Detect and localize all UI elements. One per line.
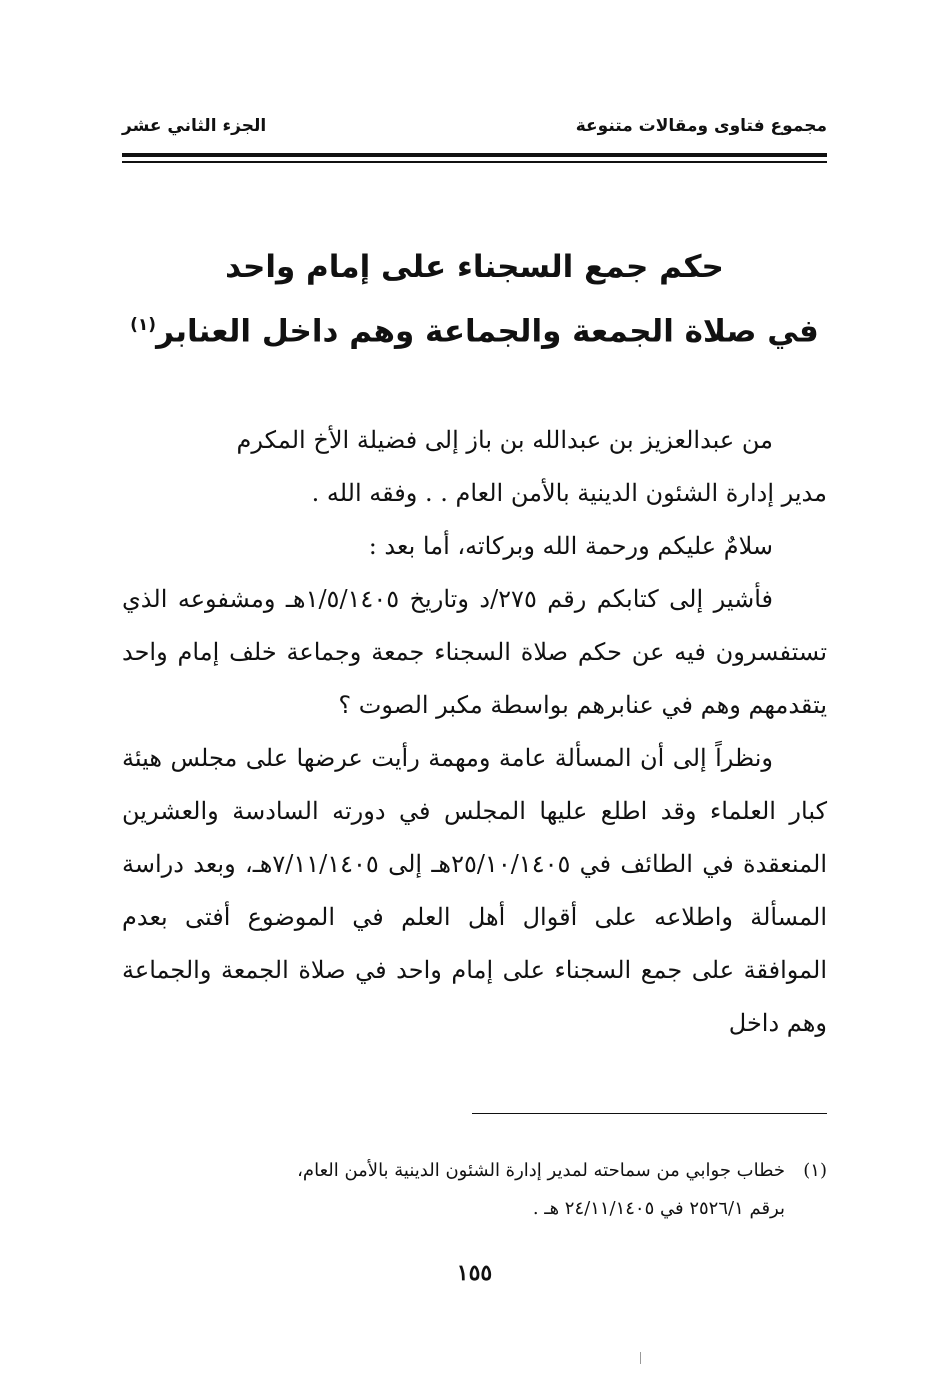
footnote-line-1 <box>122 1152 827 1190</box>
article-title <box>122 238 827 360</box>
paragraph-salutation-line-1: من عبدالعزيز بن عبدالله بن باز إلى فضيلة الأخ المكرم <box>236 426 773 454</box>
paragraph-greeting: سلامٌ عليكم ورحمة الله وبركاته، أما بعد : <box>368 532 773 560</box>
footnote-line-2: برقم ٢٥٢٦/١ في ٢٤/١١/١٤٠٥ هـ . <box>532 1198 785 1219</box>
article-body <box>122 414 827 1050</box>
title-line-2 <box>122 296 827 360</box>
title-line-1: حكم جمع السجناء على إمام واحد <box>225 249 724 285</box>
header-rule-thick <box>122 153 827 157</box>
scan-speck <box>640 1352 641 1364</box>
footnote-separator <box>472 1113 827 1114</box>
footnote-text-1: خطاب جوابي من سماحته لمدير إدارة الشئون الدينية بالأمن العام، <box>297 1160 785 1181</box>
paragraph-reference: فأشير إلى كتابكم رقم ٢٧٥/د وتاريخ ١/٥/١٤٠٥هـ ومشفوعه الذي تستفسرون فيه عن حكم صلاة السجناء جمعة وجماعة خلف إمام واحد يتقدمهم وهم في عنابرهم بواسطة مكبر الصوت ؟ <box>122 585 827 719</box>
paragraph-salutation-line-2: مدير إدارة الشئون الدينية بالأمن العام . . وفقه الله . <box>311 479 827 507</box>
book-title: مجموع فتاوى ومقالات متنوعة <box>575 116 827 136</box>
volume-label: الجزء الثاني عشر <box>122 116 267 136</box>
footnote <box>122 1152 827 1228</box>
paragraph-ruling: ونظراً إلى أن المسألة عامة ومهمة رأيت عرضها على مجلس هيئة كبار العلماء وقد اطلع عليها المجلس في دورته السادسة والعشرين المنعقدة في الطائف في ٢٥/١٠/١٤٠٥هـ إلى ٧/١١/١٤٠٥هـ، وبعد دراسة المسألة واطلاعه على أقوال أهل العلم في الموضوع أفتى بعدم الموافقة على جمع السجناء على إمام واحد في صلاة الجمعة والجماعة وهم داخل <box>122 744 827 1037</box>
title-line-2-text: في صلاة الجمعة والجماعة وهم داخل العنابر <box>156 313 819 350</box>
page-number: ١٥٥ <box>456 1260 493 1286</box>
running-header <box>122 116 827 146</box>
header-rule-thin <box>122 161 827 163</box>
footnote-number: (١) <box>803 1160 827 1181</box>
title-footnote-ref: (١) <box>130 315 157 335</box>
